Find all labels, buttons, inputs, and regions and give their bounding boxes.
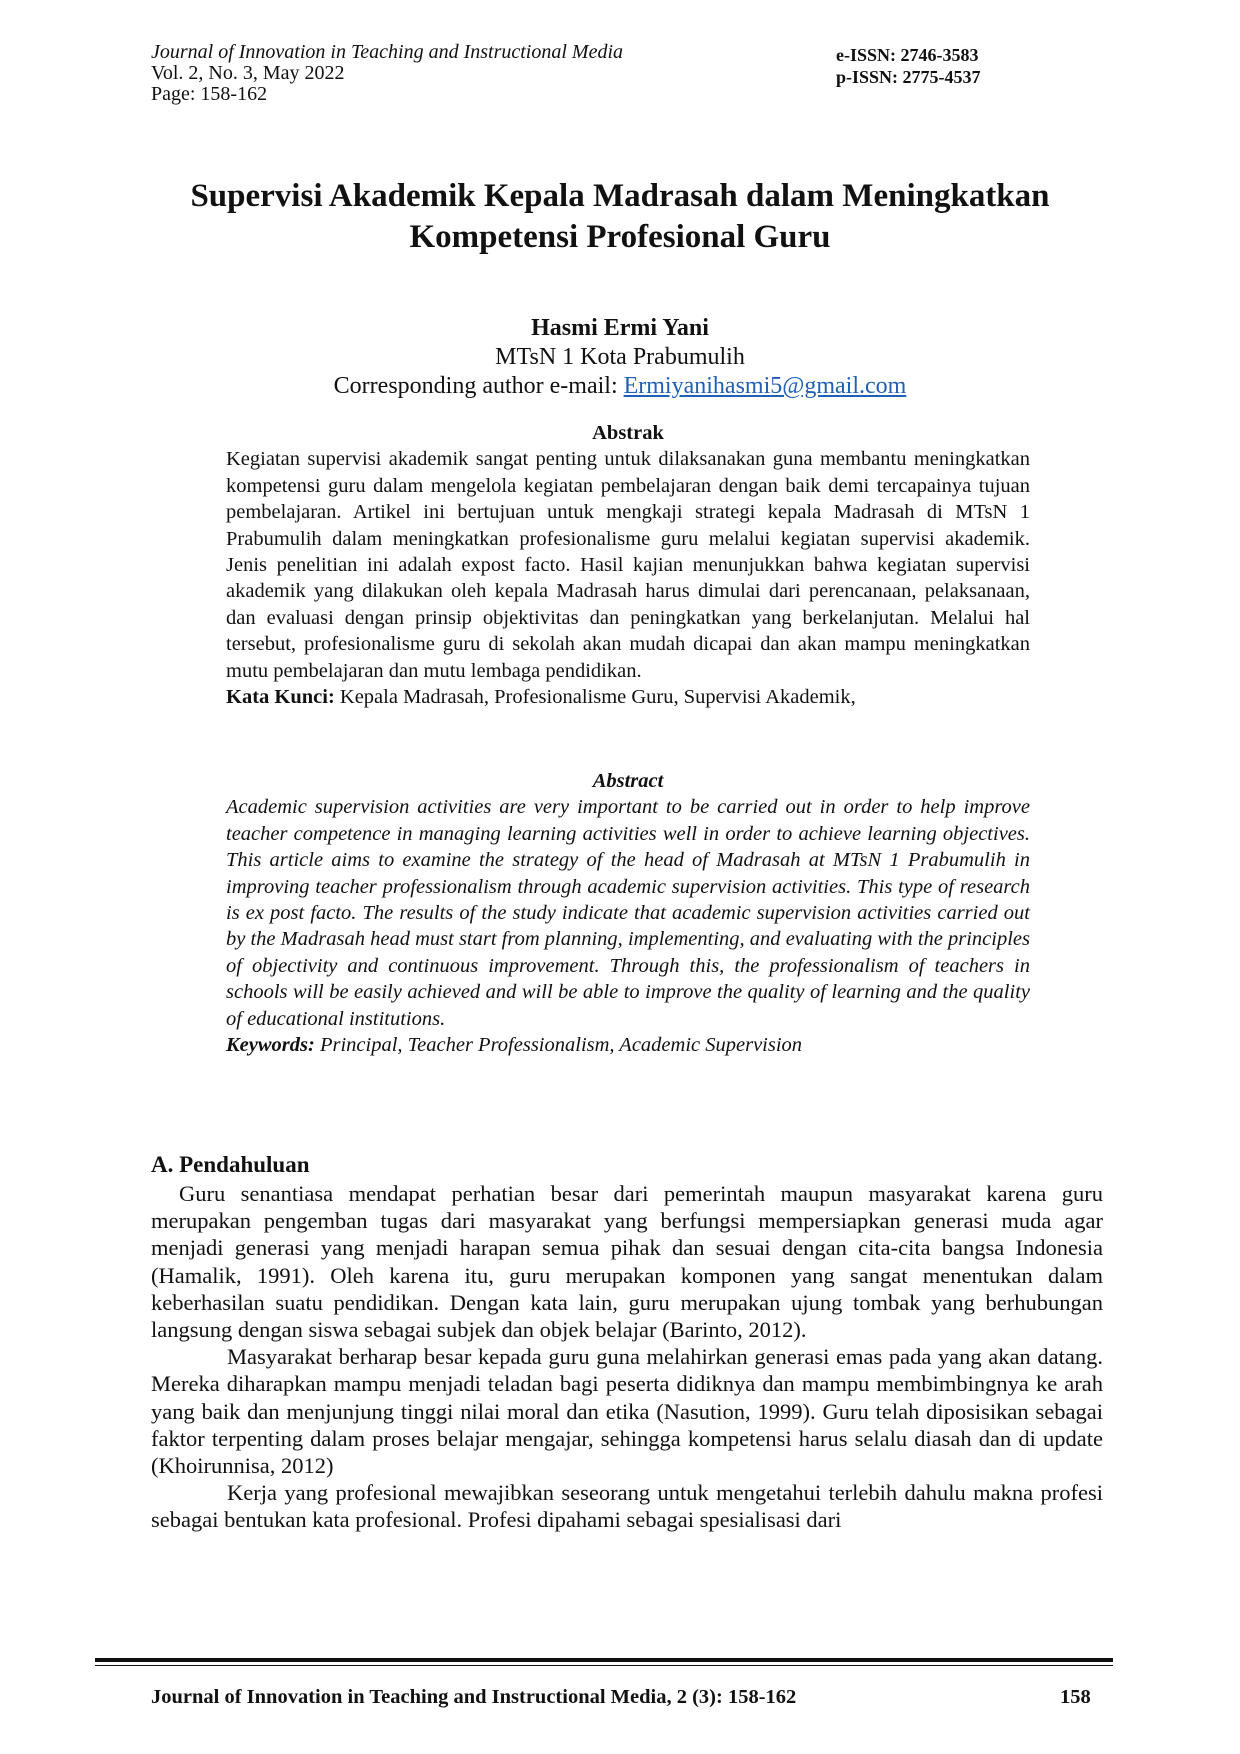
abstract-block	[226, 768, 1030, 1058]
pissn: p-ISSN: 2775-4537	[836, 67, 981, 87]
kata-kunci-values: Kepala Madrasah, Profesionalisme Guru, Supervisi Akademik,	[334, 686, 856, 709]
paragraph: Masyarakat berharap besar kepada guru guna melahirkan generasi emas pada yang akan datang. Mereka diharapkan mampu menjadi teladan bagi peserta didiknya dan mampu membimbingnya ke arah yang baik dan menjunjung tinggi nilai moral dan etika (Nasution, 1999). Guru telah diposisikan sebagai faktor terpenting dalam proses belajar mengajar, sehingga kompetensi harus selalu diasah dan di update (Khoirunnisa, 2012)	[151, 1344, 1103, 1479]
abstrak-text: Kegiatan supervisi akademik sangat penting untuk dilaksanakan guna membantu meningkatkan kompetensi guru dalam mengelola kegiatan pembelajaran dengan baik demi tercapainya tujuan pembelajaran. Artikel ini bertujuan untuk mengkaji strategi kepala Madrasah di MTsN 1 Prabumulih dalam meningkatkan profesionalisme guru melalui kegiatan supervisi akademik. Jenis penelitian ini adalah expost facto. Hasil kajian menunjukkan bahwa kegiatan supervisi akademik yang dilakukan oleh kepala Madrasah harus dimulai dari perencanaan, pelaksanaan, dan evaluasi dengan prinsip objektivitas dan peningkatkan yang berkelanjutan. Melalui hal tersebut, profesionalisme guru di sekolah akan mudah dicapai dan akan mampu meningkatkan mutu pembelajaran dan mutu lembaga pendidikan.	[226, 448, 1030, 682]
journal-name: Journal of Innovation in Teaching and Instructional Media	[151, 41, 624, 63]
author-name: Hasmi Ermi Yani	[531, 315, 709, 341]
page-number: 158	[1060, 1686, 1091, 1708]
paragraph: Guru senantiasa mendapat perhatian besar dari pemerintah maupun masyarakat karena guru merupakan pengemban tugas dari masyarakat yang berfungsi mempersiapkan generasi muda agar menjadi generasi yang menjadi harapan semua pihak dan sesuai dengan cita-cita bangsa Indonesia (Hamalik, 1991). Oleh karena itu, guru merupakan komponen yang sangat menentukan dalam keberhasilan suatu pendidikan. Dengan kata lain, guru merupakan ujung tombak yang berhubungan langsung dengan siswa sebagai subjek dan objek belajar (Barinto, 2012).	[151, 1181, 1103, 1343]
footer-rule-thin	[95, 1665, 1113, 1666]
email-label: Corresponding author e-mail:	[333, 373, 624, 399]
eissn: e-ISSN: 2746-3583	[836, 45, 979, 65]
paragraph: Kerja yang profesional mewajibkan seseorang untuk mengetahui terlebih dahulu makna profesi sebagai bentukan kata profesional. Profesi dipahami sebagai spesialisasi dari	[151, 1480, 1103, 1533]
abstrak-block	[226, 420, 1030, 710]
running-header-left	[151, 42, 623, 105]
keywords-label: Keywords:	[226, 1034, 315, 1057]
abstract-text: Academic supervision activities are very important to be carried out in order to help improve teacher competence in managing learning activities well in order to achieve learning objectives. This article aims to examine the strategy of the head of Madrasah at MTsN 1 Prabumulih in improving teacher professionalism through academic supervision activities. This type of research is ex post facto. The results of the study indicate that academic supervision activities carried out by the Madrasah head must start from planning, implementing, and evaluating with the principles of objectivity and continuous improvement. Through this, the professionalism of teachers in schools will be easily achieved and will be able to improve the quality of learning and the quality of educational institutions.	[226, 796, 1030, 1030]
title-line-2: Kompetensi Profesional Guru	[409, 219, 831, 255]
footer-rule	[95, 1658, 1113, 1662]
author-email-link[interactable]: Ermiyanihasmi5@gmail.com	[623, 373, 907, 399]
keywords	[226, 1032, 1030, 1058]
footer-citation: Journal of Innovation in Teaching and Instructional Media, 2 (3): 158-162	[151, 1686, 797, 1708]
author-block	[120, 314, 1120, 401]
abstrak-heading: Abstrak	[592, 422, 664, 444]
abstract-heading: Abstract	[592, 770, 664, 792]
kata-kunci	[226, 684, 1030, 710]
author-affiliation: MTsN 1 Kota Prabumulih	[495, 344, 745, 370]
running-header-right	[836, 44, 981, 88]
volume-info: Vol. 2, No. 3, May 2022	[151, 62, 345, 84]
paper-title	[120, 176, 1120, 258]
page-range: Page: 158-162	[151, 83, 268, 105]
section-heading: A. Pendahuluan	[151, 1152, 310, 1177]
title-line-1: Supervisi Akademik Kepala Madrasah dalam Meningkatkan	[190, 178, 1050, 214]
kata-kunci-label: Kata Kunci:	[226, 686, 335, 709]
corresponding-author	[120, 372, 1120, 401]
section-body	[151, 1180, 1103, 1534]
keywords-values: Principal, Teacher Professionalism, Academic Supervision	[314, 1034, 803, 1057]
